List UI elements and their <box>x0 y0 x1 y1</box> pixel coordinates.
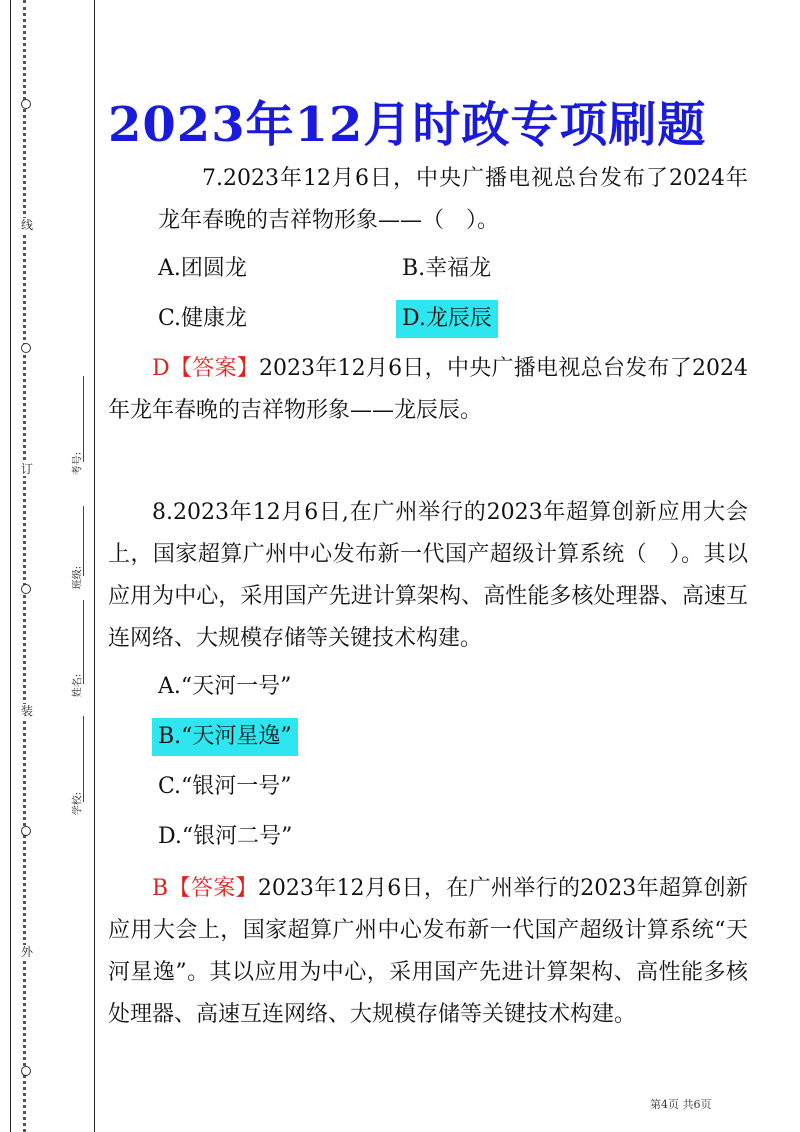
school-blank[interactable] <box>83 716 84 802</box>
page-number-footer: 第4页 共6页 <box>650 1098 712 1111</box>
q7-option-c[interactable]: C.健康龙 <box>158 306 248 331</box>
binding-mark-bind: 装 <box>20 704 33 718</box>
q7-option-a[interactable]: A.团圆龙 <box>158 256 247 281</box>
binding-hole-circle <box>21 99 31 109</box>
name-label: 姓名: <box>72 673 84 698</box>
question-7-answer <box>108 348 748 432</box>
binding-hole-circle <box>21 1066 31 1076</box>
q7-option-d-highlighted[interactable]: D.龙辰辰 <box>396 300 498 338</box>
binding-hole-circle <box>21 584 31 594</box>
school-label: 学校: <box>72 791 84 816</box>
answer-tag: 【答案】 <box>168 876 258 901</box>
binding-right-rule <box>94 0 95 1132</box>
q8-option-c[interactable]: C.“银河一号” <box>158 774 292 799</box>
name-blank[interactable] <box>83 600 84 684</box>
binding-mark-line: 线 <box>20 218 33 232</box>
q8-option-a[interactable]: A.“天河一号” <box>158 674 292 699</box>
binding-margin <box>0 0 100 1132</box>
binding-mark-order: 订 <box>20 462 33 476</box>
answer-explanation: 2023年12月6日，中央广播电视总台发布了2024年龙年春晚的吉祥物形象——龙辰辰。 <box>108 356 748 423</box>
binding-left-rule <box>10 0 11 1132</box>
page-title: 2023年12月时政专项刷题 <box>108 97 707 153</box>
question-7-stem: 7.2023年12月6日，中央广播电视总台发布了2024年龙年春晚的吉祥物形象——（ ）。 <box>158 166 748 233</box>
answer-letter: B <box>152 876 169 901</box>
binding-mark-outer: 外 <box>20 945 33 959</box>
binding-hole-circle <box>21 826 31 836</box>
question-8-stem: 8.2023年12月6日,在广州举行的2023年超算创新应用大会上，国家超算广州中心发布新一代国产超级计算系统（ ）。其以应用为中心，采用国产先进计算架构、高性能多核处理器、高速互连网络、大规模存储等关键技术构建。 <box>108 500 748 651</box>
q8-option-d[interactable]: D.“银河二号” <box>158 824 293 849</box>
answer-explanation: 2023年12月6日，在广州举行的2023年超算创新应用大会上，国家超算广州中心发布新一代国产超级计算系统“天河星逸”。其以应用为中心，采用国产先进计算架构、高性能多核处理器、高速互连网络、大规模存储等关键技术构建。 <box>108 876 748 1027</box>
question-8-answer <box>108 868 748 1036</box>
binding-hole-circle <box>21 343 31 353</box>
class-label: 班级: <box>72 565 84 590</box>
binding-dotted-column <box>20 0 34 1132</box>
answer-letter: D <box>152 356 170 381</box>
q7-option-b[interactable]: B.幸福龙 <box>402 256 492 281</box>
exam-number-blank[interactable] <box>83 376 84 462</box>
answer-tag: 【答案】 <box>169 356 260 381</box>
q8-option-b-highlighted[interactable]: B.“天河星逸” <box>152 718 298 756</box>
exam-number-label: 考号: <box>72 451 84 476</box>
dotted-cut-line <box>23 0 31 1132</box>
